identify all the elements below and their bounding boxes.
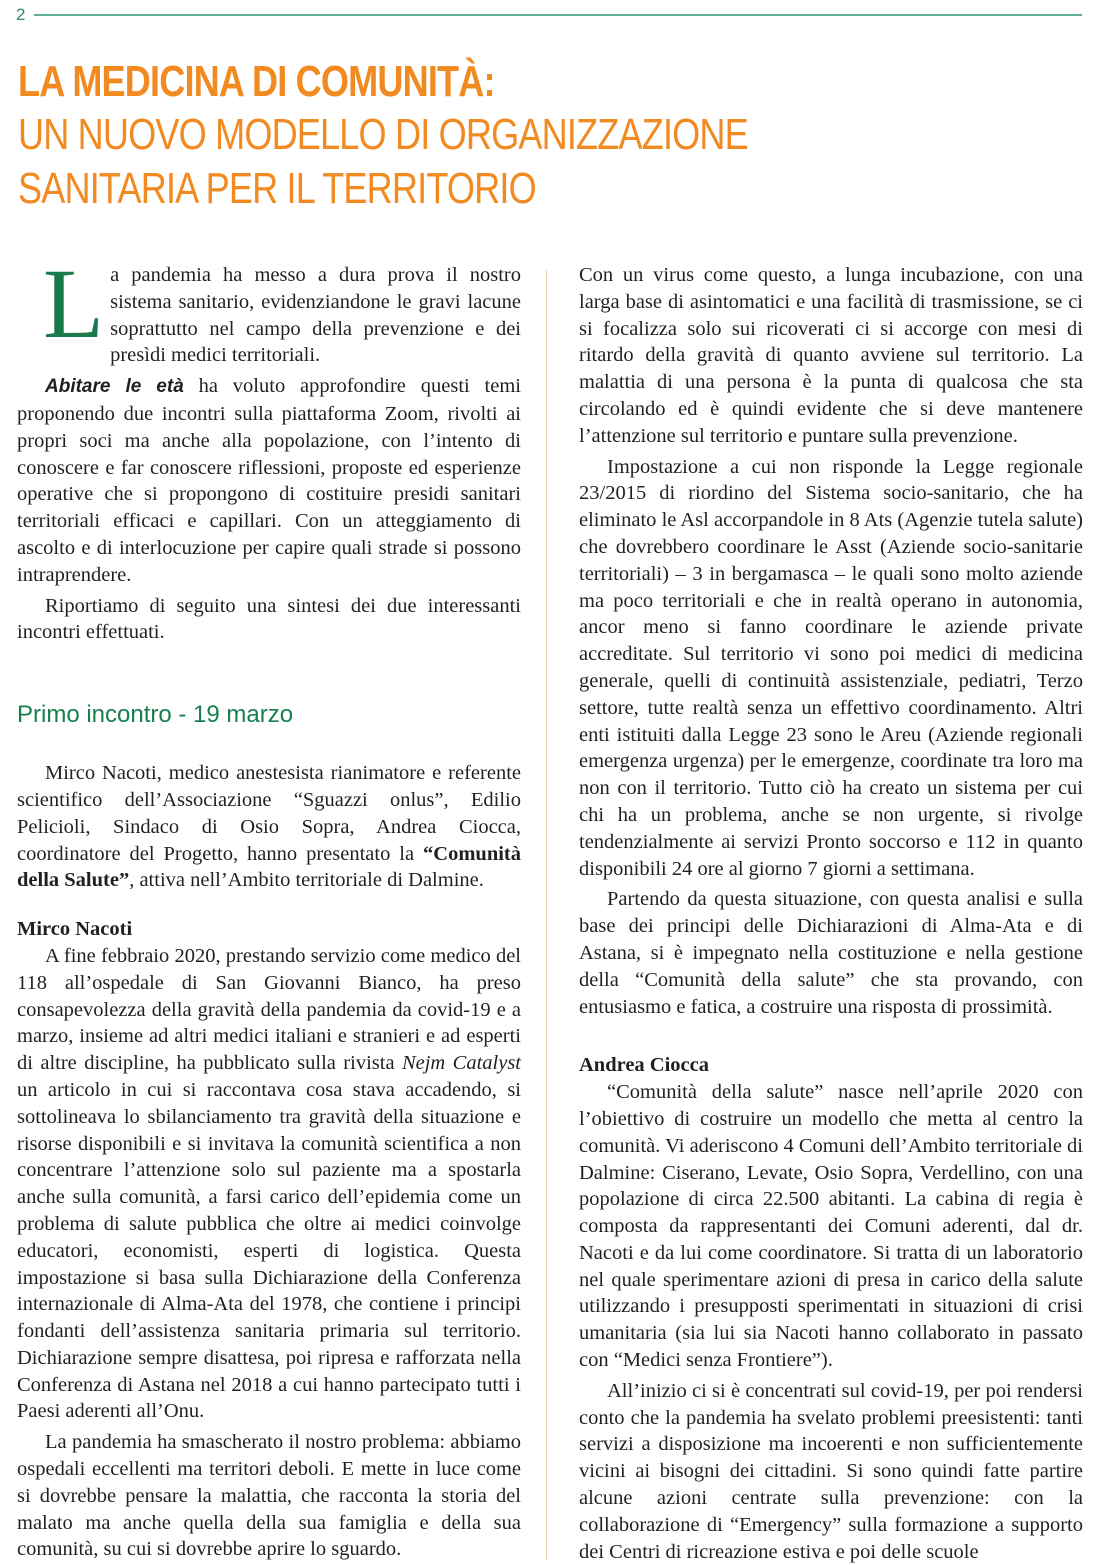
speaker-heading-ciocca: Andrea Ciocca [579, 1054, 710, 1077]
column-divider [546, 270, 547, 1560]
lead-text-end: , attiva nell’Ambito territoriale di Dalmine. [129, 869, 484, 892]
nacoti-paragraph-3: Con un virus come questo, a lunga incubazione, con una larga base di asintomatici e una facilità di trasmissione, se ci si focalizza solo sui ricoverati ci si accorge con mesi di ritardo della gravità di quanto avviene sul territorio. La malattia di una persona è la punta di qualcosa che sta circolando ed è quindi evidente che si deve mantenere l’attenzione sul territorio e puntare sulla prevenzione. [579, 264, 1083, 447]
section-heading-first-meeting: Primo incontro - 19 marzo [17, 701, 294, 729]
intro-text-2: ha voluto approfondire questi temi proponendo due incontri sulla piattaforma Zoom, rivolti ai propri soci ma anche alla popolazione, con l’intento di conoscere e far conoscere riflessioni, proposte ed esperienze operative che si propongono di costituire presidi sanitari territoriali efficaci e capillari. Con un atteggiamento di ascolto e di interlocuzione per capire quali strade si possono intraprendere. [17, 375, 521, 586]
brand-name: Abitare le età [45, 376, 184, 398]
right-column [579, 262, 1083, 1565]
intro-paragraph-3: Riportiamo di seguito una sintesi dei due interessanti incontri effettuati. [17, 594, 521, 644]
nacoti-paragraph-1 [17, 943, 521, 1425]
nacoti-paragraph-4: Impostazione a cui non risponde la Legge regionale 23/2015 di riordino del Sistema socio-sanitario, che ha eliminato le Asl accorpandole in 8 Ats (Agenzie tutela salute) che dovrebbero coordinare le Asst (Aziende socio-sanitarie territoriali) – 3 in bergamasca – le quali sono molto aziende ma poco territoriali e che in realtà operano in autonomia, ancor meno si fanno coordinare le aziende private accreditate. Sul territorio vi sono poi medici di medicina generale, quelli di continuità assistenziale, pediatri, Terzo settore, tutte realtà senza un effettivo coordinamento. Altri enti istituiti dalla Legge 23 sono le Areu (Aziende regionali emergenza urgenza) per le emergenze, coordinate tra loro ma non con il territorio. Tutto ciò ha creato un sistema per cui chi ha un problema, anche se non urgente, si rivolge tendenzialmente ai servizi Pronto soccorso e 112 in quanto disponibili 24 ore al giorno 7 giorni a settimana. [579, 455, 1083, 880]
ciocca-paragraph-2: All’inizio ci si è concentrati sul covid-19, per poi rendersi conto che la pandemia ha svelato problemi preesistenti: tanti servizi a disposizione ma incoerenti e non sufficientemente vicini ai bisogni dei cittadini. Si sono quindi fatte partire alcune azioni centrate sulla prevenzione: con la collaborazione di “Emergency” sulla formazione a supporto dei Centri di ricreazione estiva e poi delle scuole [579, 1379, 1083, 1563]
title-line-1: LA MEDICINA DI COMUNITÀ: [18, 57, 495, 106]
drop-cap: L [43, 248, 105, 359]
intro-paragraph-2 [17, 373, 521, 588]
section-lead-paragraph [17, 760, 521, 894]
article-title [18, 56, 1078, 216]
nacoti-paragraph-5: Partendo da questa situazione, con questa analisi e sulla base dei principi delle Dichiarazioni di Alma-Ata e di Astana, si è impegnato nella costituzione e nella gestione della “Comunità della salute” che sta provando, con entusiasmo e fatica, a costruire una risposta di prossimità. [579, 888, 1083, 1018]
page-number: 2 [16, 5, 26, 24]
title-line-2: UN NUOVO MODELLO DI ORGANIZZAZIONE [18, 110, 748, 159]
nacoti-text-1a: A fine febbraio 2020, prestando servizio come medico del 118 all’ospedale di San Giovanni Bianco, ha preso consapevolezza della gravità della pandemia da covid-19 e a marzo, insieme ad altri medici italiani e stranieri e ad esperti di altre discipline, ha pubblicato sulla rivista [17, 944, 521, 1075]
title-line-3: SANITARIA PER IL TERRITORIO [18, 164, 536, 213]
journal-name: Nejm Catalyst [401, 1052, 521, 1075]
lead-bold-text: “Comunità della Salute” [17, 842, 521, 892]
header-rule [34, 14, 1082, 16]
intro-text-1: a pandemia ha messo a dura prova il nostro sistema sanitario, evidenziandone le gravi lacune soprattutto nel campo della prevenzione e dei presìdi medici territoriali. [110, 264, 521, 367]
left-column [17, 248, 521, 1563]
ciocca-paragraph-1: “Comunità della salute” nasce nell’aprile 2020 con l’obiettivo di costruire un modello che metta al centro la comunità. Vi aderiscono 4 Comuni dell’Ambito territoriale di Dalmine: Ciserano, Levate, Osio Sopra, Verdellino, con una popolazione di circa 22.500 abitanti. La cabina di regia è composta da rappresentanti dei Comuni aderenti, dal dr. Nacoti e da lui come coordinatore. Si tratta di un laboratorio nel quale sperimentare azioni di presa in carico della salute utilizzando i presupposti sperimentati in situazioni di crisi umanitaria (sia lui sia Nacoti hanno collaborato in passato con “Medici senza Frontiere”). [579, 1081, 1083, 1372]
speaker-heading-nacoti: Mirco Nacoti [17, 918, 133, 941]
intro-paragraph-1 [17, 248, 521, 369]
nacoti-text-1b: un articolo in cui si raccontava cosa stava accadendo, si sottolineava lo sbilanciamento tra gravità della situazione e risorse disponibili e si invitava la comunità scientifica a non concentrare l’attenzione solo sul paziente ma a spostarla anche sulla comunità, a farsi carico dell’epidemia come un problema di salute pubblica che oltre ai medici coinvolge educatori, economisti, esperti di logistica. Questa impostazione si basa sulla Dichiarazione della Conferenza internazionale di Alma-Ata del 1978, che contiene i principi fondanti dell’assistenza sanitaria primaria sul territorio. Dichiarazione sempre disattesa, poi ripresa e rafforzata nella Conferenza di Astana nel 2018 a cui hanno partecipato tutti i Paesi aderenti all’Onu. [17, 1078, 521, 1423]
lead-text: Mirco Nacoti, medico anestesista rianimatore e referente scientifico dell’Associazione “Sguazzi onlus”, Edilio Pelicioli, Sindaco di Osio Sopra, Andrea Ciocca, coordinatore del Progetto, hanno presentato la [17, 762, 521, 865]
nacoti-paragraph-2: La pandemia ha smascherato il nostro problema: abbiamo ospedali eccellenti ma territori deboli. E mette in luce come si dovrebbe pensare la malattia, che racconta la storia del malato ma anche quella della sua famiglia e della sua comunità, su cui si dovrebbe aprire lo sguardo. [17, 1431, 521, 1561]
